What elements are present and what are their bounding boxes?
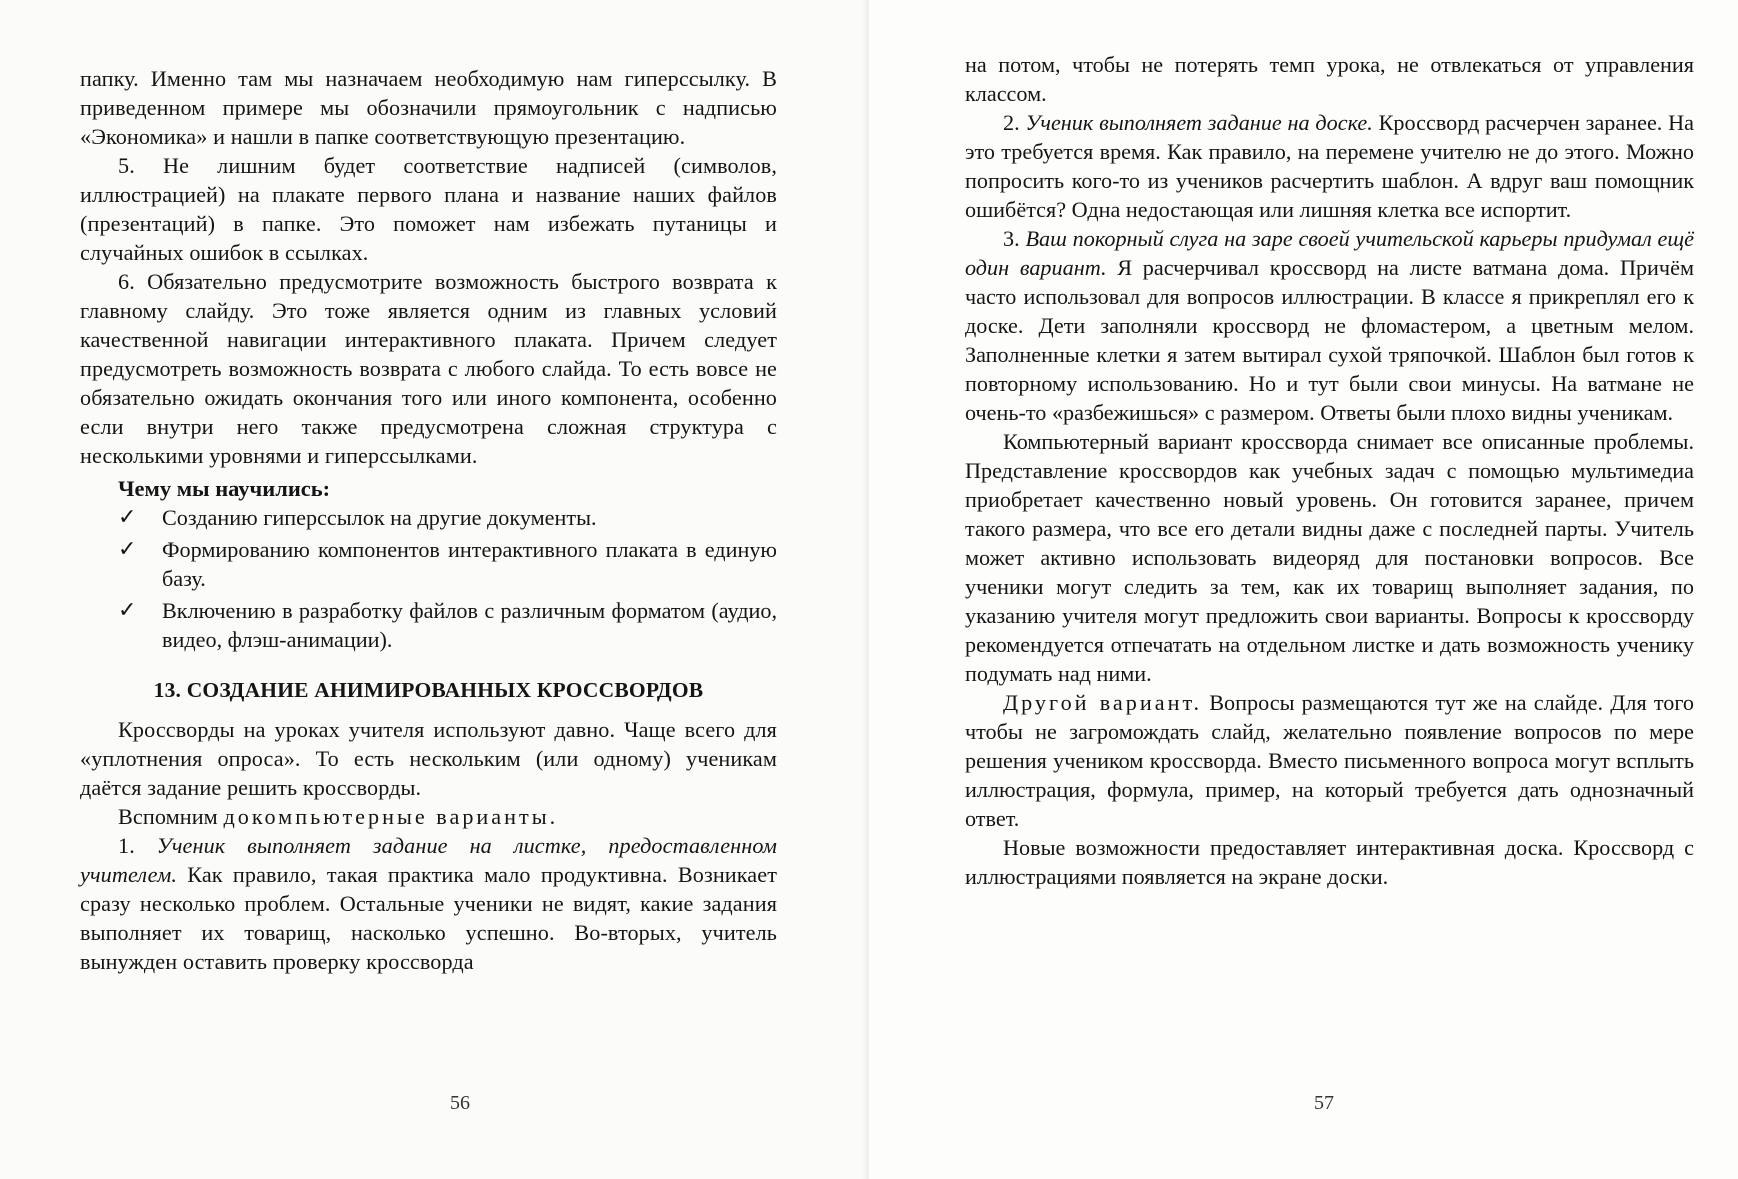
item-italic-text: Ваш покорный слуга на заре своей учительской карьеры придумал ещё один вариант. — [965, 226, 1694, 280]
learned-list — [80, 503, 777, 654]
list-item — [118, 596, 777, 654]
recall-prefix: Вспомним — [118, 804, 224, 829]
item-italic-text: Ученик выполняет задание на доске. — [1025, 110, 1373, 135]
paragraph-intro: Кроссворды на уроках учителя используют давно. Чаще всего для «уплотнения опроса». То есть нескольким (или одному) ученикам даётся задание решить кроссворды. — [80, 717, 777, 800]
checkmark-icon: ✓ — [118, 598, 137, 623]
item-number: 3. — [1003, 226, 1026, 251]
page-number: 56 — [450, 1092, 470, 1114]
checkmark-icon: ✓ — [118, 505, 137, 530]
other-variant-text: Вопросы размещаются тут же на слайде. Для того чтобы не загромождать слайд, желательно появление вопросов по мере решения учеником кроссворда. Вместо письменного вопроса могут всплыть иллюстрация, формула, пример, на который требуется дать однозначный ответ. — [965, 690, 1694, 831]
paragraph-item-3 — [965, 224, 1694, 427]
item-number: 1. — [118, 833, 157, 858]
paragraph-recall — [80, 802, 777, 831]
paragraph-other-variant — [965, 688, 1694, 833]
paragraph-item-6: 6. Обязательно предусмотрите возможность быстрого возврата к главному слайду. Это тоже является одним из главных условий качественной навигации интерактивного плаката. Причем следует предусмотреть возможность возврата с любого слайда. То есть вовсе не обязательно ожидать окончания того или иного компонента, особенно если внутри него также предусмотрена сложная структура с несколькими уровнями и гиперссылками. — [80, 269, 777, 468]
checkmark-icon: ✓ — [118, 537, 137, 562]
item-text: Как правило, такая практика мало продуктивна. Возникает сразу несколько проблем. Остальные ученики не видят, какие задания выполняет их товарищ, насколько успешно. Во-вторых, учитель вынужден оставить проверку кроссворда — [80, 862, 777, 974]
paragraph-folder-hyperlink: папку. Именно там мы назначаем необходимую нам гиперссылку. В приведенном примере мы обозначили прямоугольник с надписью «Экономика» и нашли в папке соответствующую презентацию. — [80, 66, 777, 149]
paragraph-continued: на потом, чтобы не потерять темп урока, не отвлекаться от управления классом. — [965, 52, 1694, 106]
item-text: Кроссворд расчерчен заранее. На это требуется время. Как правило, на перемене учителю не до этого. Можно попросить кого-то из учеников расчертить шаблон. А вдруг ваш помощник ошибётся? Одна недостающая или лишняя клетка все испортит. — [965, 110, 1695, 222]
item-number: 2. — [1003, 110, 1026, 135]
recall-spaced-text: докомпьютерные варианты. — [223, 804, 559, 829]
learned-heading: Чему мы научились: — [118, 476, 331, 501]
paragraph-interactive-board: Новые возможности предоставляет интерактивная доска. Кроссворд с иллюстрациями появляется на экране доски. — [965, 835, 1694, 889]
page-number: 57 — [1314, 1092, 1334, 1114]
list-item-text: Созданию гиперссылок на другие документы. — [162, 505, 597, 530]
paragraph-item-5: 5. Не лишним будет соответствие надписей (символов, иллюстрацией) на плакате первого плана и название наших файлов (презентаций) в папке. Это поможет нам избежать путаницы и случайных ошибок в ссылках. — [80, 153, 777, 265]
list-item — [118, 535, 777, 593]
other-variant-spaced-text: Другой вариант. — [1003, 690, 1203, 715]
paragraph-computer-crossword: Компьютерный вариант кроссворда снимает все описанные проблемы. Представление кроссвордов как учебных задач с помощью мультимедиа приобретает качественно новый уровень. Он готовится заранее, причем такого размера, что все его детали видны даже с последней парты. Учитель может активно использовать видеоряд для постановки вопросов. Все ученики могут следить за тем, как их товарищ выполняет задания, по указанию учителя могут предложить свои варианты. Вопросы к кроссворду рекомендуется отпечатать на отдельном листке и дать возможность ученику подумать над ними. — [965, 429, 1694, 686]
paragraph-item-1 — [80, 831, 777, 976]
list-item-text: Включению в разработку файлов с различным форматом (аудио, видео, флэш-анимации). — [162, 598, 777, 652]
section-title: 13. СОЗДАНИЕ АНИМИРОВАННЫХ КРОССВОРДОВ — [153, 678, 704, 702]
list-item — [118, 503, 777, 532]
item-text: Я расчерчивал кроссворд на листе ватмана дома. Причём часто использовал для вопросов иллюстрации. В классе я прикреплял его к доске. Дети заполняли кроссворд не фломастером, а цветным мелом. Заполненные клетки я затем вытирал сухой тряпочкой. Шаблон был готов к повторному использованию. Но и тут были свои минусы. На ватмане не очень-то «разбежишься» с размером. Ответы были плохо видны ученикам. — [965, 255, 1694, 425]
list-item-text: Формированию компонентов интерактивного плаката в единую базу. — [162, 537, 777, 591]
paragraph-item-2 — [965, 108, 1694, 224]
item-italic-text: Ученик выполняет задание на листке, предоставленном учителем. — [80, 833, 777, 887]
right-page — [869, 0, 1738, 1179]
